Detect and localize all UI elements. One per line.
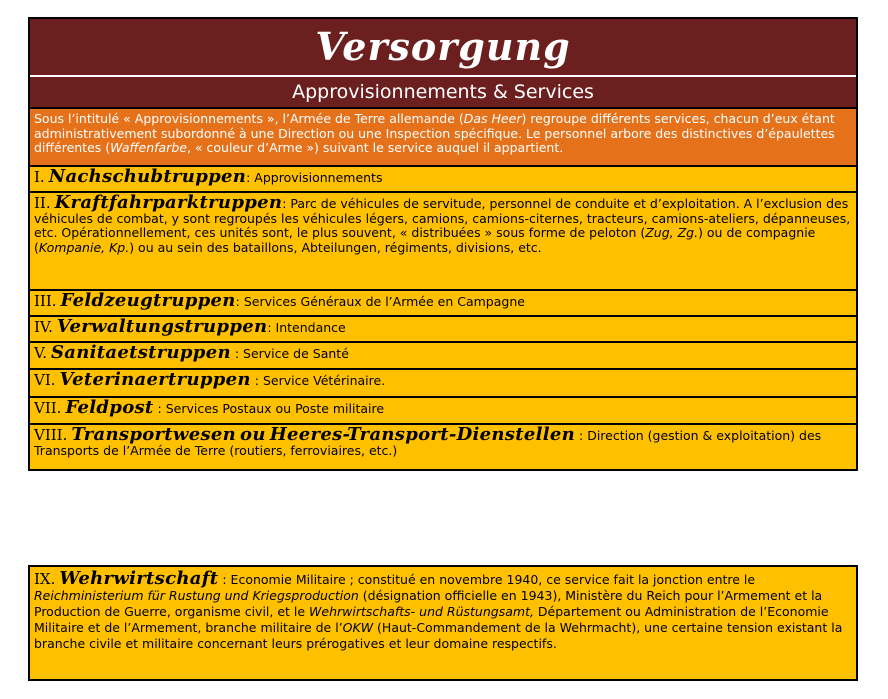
row-number: V. [34, 344, 47, 362]
page-title: Versorgung [30, 19, 856, 77]
intro-text: Sous l’intitulé « Approvisionnements », l’Armée de Terre allemande ( [34, 111, 464, 126]
service-row-8 [30, 425, 856, 469]
service-row-3 [30, 291, 856, 317]
service-name-alt: Heeres-Transport-Dienstellen [269, 425, 576, 445]
intro-waffenfarbe: Waffenfarbe [110, 140, 187, 155]
service-name: Kraftfahrparktruppen [54, 193, 283, 213]
service-row-9 [30, 567, 856, 679]
separator: : [575, 428, 588, 443]
page-subtitle: Approvisionnements & Services [30, 77, 856, 109]
service-desc: Département ou Administration de l’Economie Militaire et de l’Armement, branche militaire de l’ [34, 604, 829, 635]
row-number: IX. [34, 570, 56, 588]
service-desc: (Haut-Commandement de la Wehrmacht), une certaine tension existant la branche civile et militaire concernant leurs prérogatives et leur domaine respectifs. [34, 620, 843, 651]
service-name: Transportwesen [71, 425, 237, 445]
service-desc: Services Postaux ou Poste militaire [165, 401, 385, 416]
row-number: II. [34, 194, 51, 212]
service-desc: (désignation officielle en 1943), Ministère du Reich pour l’Armement et la Production de Guerre, organisme civil, et le [34, 588, 823, 619]
separator: : [282, 196, 291, 211]
service-name: Feldzeugtruppen [60, 291, 236, 311]
service-desc: Approvisionnements [254, 170, 383, 185]
separator: : [153, 401, 166, 416]
intro-text: ) regroupe différents services, chacun d’eux étant administrativement subordonné à une Direction ou une Inspection spécifique. Le personnel arbore des distinctives d’épaulettes différentes ( [34, 111, 835, 155]
service-name: Nachschubtruppen [48, 167, 247, 187]
service-name: Feldpost [65, 398, 154, 418]
service-name: Sanitaetstruppen [50, 343, 231, 363]
service-desc: Service Vétérinaire. [262, 373, 386, 388]
term-zug: Zug, Zg. [645, 225, 699, 240]
row-number: IV. [34, 318, 53, 336]
service-desc: Intendance [275, 320, 346, 335]
service-block-9 [28, 565, 858, 681]
service-desc: Parc de véhicules de servitude, personnel de conduite et d’exploitation. A l’exclusion des véhicules de combat, y sont regroupés les véhicules légers, camions, camions-citernes, tracteurs, camions-ateliers, dépanneuses, etc. Opérationnellement, ces unités sont, le plus souvent, « distribuées » sous forme de peloton ( [34, 196, 851, 240]
service-row-6 [30, 370, 856, 398]
separator: : [267, 320, 276, 335]
service-desc: ) ou de compagnie ( [34, 225, 816, 255]
service-name-or: ou [240, 425, 266, 445]
services-table [28, 17, 858, 471]
service-row-7 [30, 398, 856, 425]
row-number: VII. [34, 399, 62, 417]
service-name: Verwaltungstruppen [56, 317, 268, 337]
service-name: Wehrwirtschaft [59, 568, 219, 589]
intro-das-heer: Das Heer [463, 111, 522, 126]
intro-paragraph [30, 109, 856, 167]
separator: : [235, 294, 244, 309]
separator: : [218, 572, 231, 587]
service-desc: Economie Militaire ; constitué en novembre 1940, ce service fait la jonction entre le [230, 572, 756, 587]
service-row-4 [30, 317, 856, 343]
term-reichsministerium: Reichministerium für Rustung und Kriegsproduction [34, 588, 359, 603]
service-desc: Service de Santé [243, 346, 349, 361]
service-desc: Services Généraux de l’Armée en Campagne [243, 294, 525, 309]
term-okw: OKW [342, 620, 374, 635]
row-number: VIII. [34, 426, 68, 444]
separator: : [250, 373, 263, 388]
term-kompanie: Kompanie, Kp. [38, 239, 130, 255]
row-number: III. [34, 292, 57, 310]
term-wehrwirtschaftsamt: Wehrwirtschafts- und Rüstungsamt, [309, 604, 534, 619]
service-desc: Direction (gestion & exploitation) des Transports de l’Armée de Terre (routiers, ferroviaires, etc.) [34, 428, 822, 458]
intro-text: , « couleur d’Arme ») suivant le service auquel il appartient. [186, 140, 564, 155]
separator: : [230, 346, 244, 361]
service-name: Veterinaertruppen [59, 370, 251, 390]
service-row-5 [30, 343, 856, 370]
row-number: I. [34, 168, 45, 186]
separator: : [246, 170, 255, 185]
service-desc: ) ou au sein des bataillons, Abteilungen, régiments, divisions, etc. [129, 239, 542, 255]
row-number: VI. [34, 371, 56, 389]
service-row-2 [30, 193, 856, 291]
service-row-1 [30, 167, 856, 193]
